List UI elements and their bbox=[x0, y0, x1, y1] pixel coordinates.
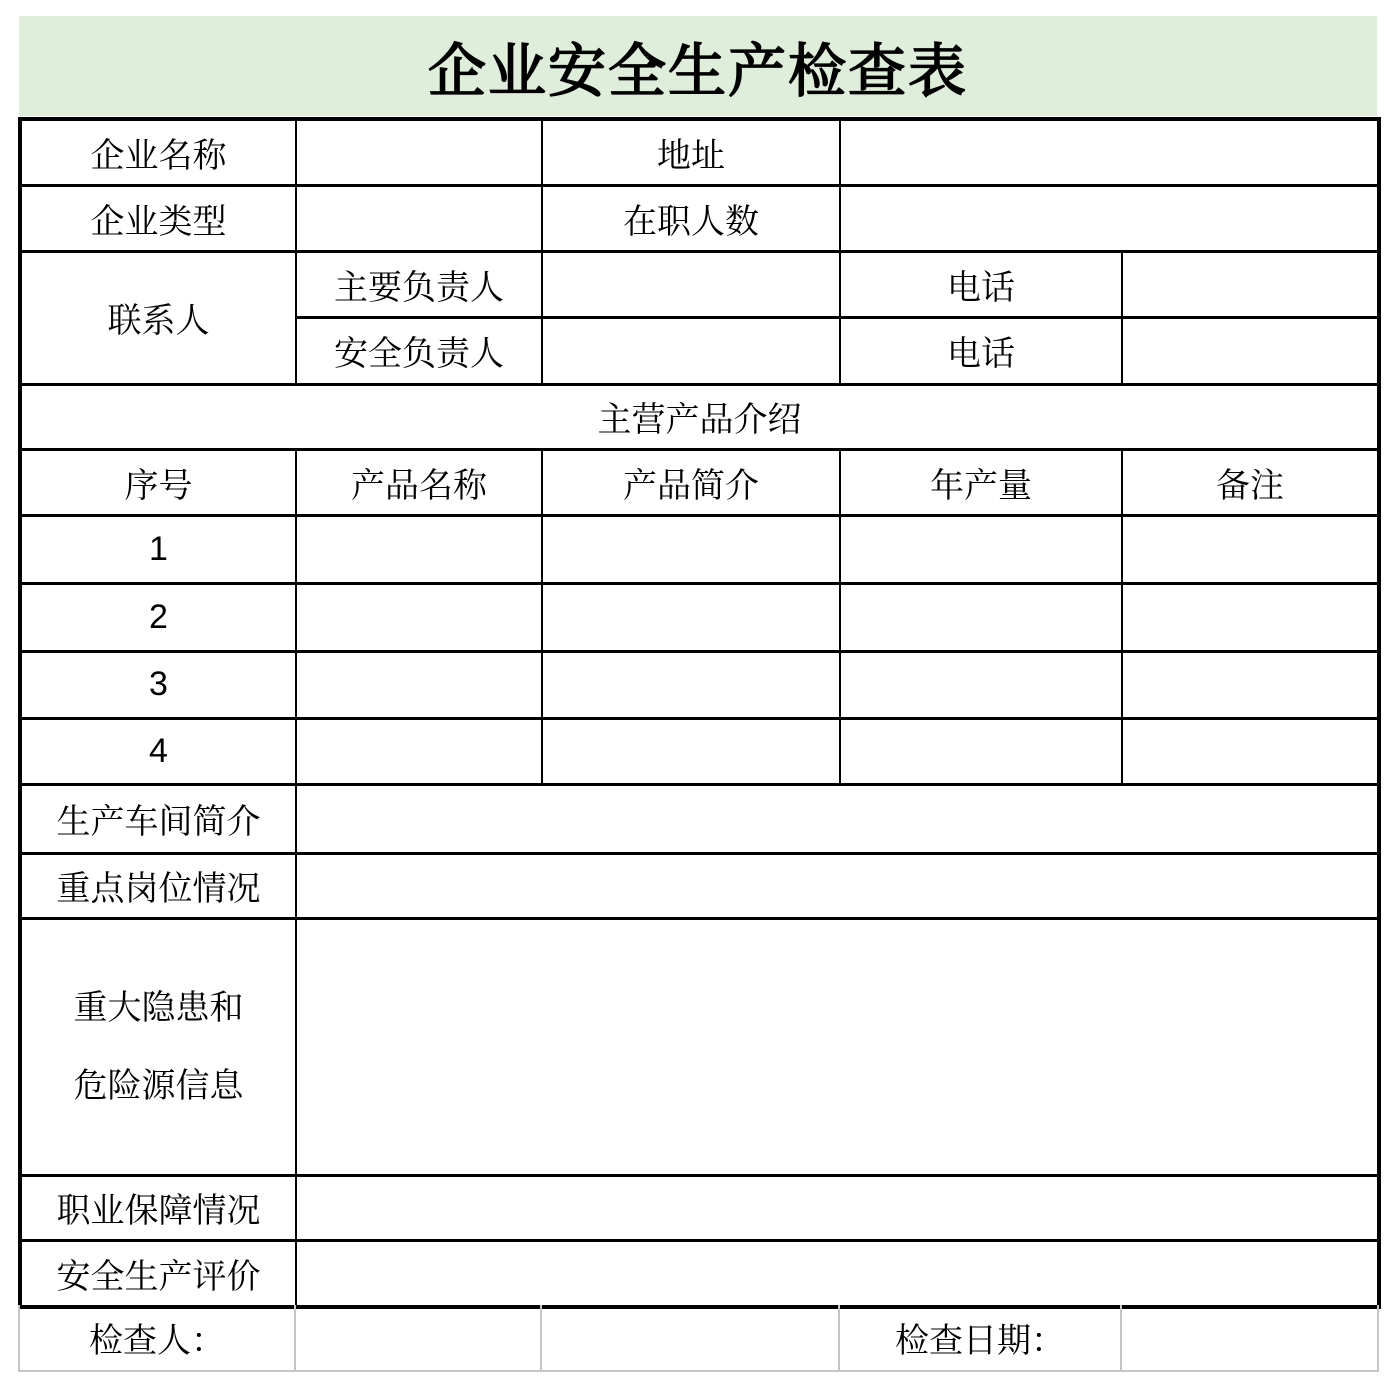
table-row bbox=[20, 853, 1379, 918]
col-header-product-intro: 产品简介 bbox=[542, 449, 840, 515]
col-header-no: 序号 bbox=[20, 449, 296, 515]
product-no: 1 bbox=[20, 515, 296, 583]
product-intro-cell[interactable] bbox=[542, 515, 840, 583]
table-row bbox=[20, 784, 1379, 853]
product-name-cell[interactable] bbox=[296, 718, 542, 784]
workshop-intro-label: 生产车间简介 bbox=[20, 784, 296, 853]
product-row bbox=[20, 515, 1379, 583]
form-title-banner bbox=[19, 16, 1377, 116]
safety-manager-name-cell[interactable] bbox=[542, 317, 840, 384]
inspector-name-cell[interactable] bbox=[295, 1305, 541, 1371]
key-posts-value-cell[interactable] bbox=[296, 853, 1379, 918]
inspection-date-value-cell[interactable] bbox=[1121, 1305, 1378, 1371]
product-intro-cell[interactable] bbox=[542, 583, 840, 651]
inspection-table bbox=[18, 117, 1381, 1309]
occupational-security-label: 职业保障情况 bbox=[20, 1175, 296, 1240]
contact-label: 联系人 bbox=[20, 251, 296, 384]
safety-evaluation-label: 安全生产评价 bbox=[20, 1240, 296, 1307]
company-type-value-cell[interactable] bbox=[296, 185, 542, 251]
product-note-cell[interactable] bbox=[1122, 583, 1379, 651]
table-row bbox=[20, 1240, 1379, 1307]
product-row bbox=[20, 583, 1379, 651]
primary-phone-value-cell[interactable] bbox=[1122, 251, 1379, 317]
table-row bbox=[20, 251, 1379, 317]
table-row bbox=[20, 918, 1379, 1175]
products-header-row bbox=[20, 449, 1379, 515]
primary-manager-label: 主要负责人 bbox=[296, 251, 542, 317]
product-name-cell[interactable] bbox=[296, 515, 542, 583]
major-hazards-label-line2: 危险源信息 bbox=[73, 1066, 244, 1105]
company-type-label: 企业类型 bbox=[20, 185, 296, 251]
footer-row bbox=[18, 1305, 1379, 1372]
product-note-cell[interactable] bbox=[1122, 651, 1379, 718]
workshop-intro-value-cell[interactable] bbox=[296, 784, 1379, 853]
product-intro-cell[interactable] bbox=[542, 718, 840, 784]
col-header-note: 备注 bbox=[1122, 449, 1379, 515]
product-output-cell[interactable] bbox=[840, 583, 1122, 651]
inspection-date-label: 检查日期： bbox=[839, 1305, 1121, 1371]
product-intro-cell[interactable] bbox=[542, 651, 840, 718]
primary-phone-label: 电话 bbox=[840, 251, 1122, 317]
inspector-row bbox=[19, 1305, 1378, 1371]
col-header-annual-output: 年产量 bbox=[840, 449, 1122, 515]
form-title: 企业安全生产检查表 bbox=[427, 39, 968, 104]
product-output-cell[interactable] bbox=[840, 515, 1122, 583]
table-row bbox=[20, 119, 1379, 185]
product-no: 2 bbox=[20, 583, 296, 651]
footer-empty-cell[interactable] bbox=[541, 1305, 839, 1371]
safety-phone-label: 电话 bbox=[840, 317, 1122, 384]
col-header-product-name: 产品名称 bbox=[296, 449, 542, 515]
address-label: 地址 bbox=[542, 119, 840, 185]
primary-manager-name-cell[interactable] bbox=[542, 251, 840, 317]
product-name-cell[interactable] bbox=[296, 651, 542, 718]
occupational-security-value-cell[interactable] bbox=[296, 1175, 1379, 1240]
product-row bbox=[20, 718, 1379, 784]
major-hazards-label-line1: 重大隐患和 bbox=[73, 988, 244, 1027]
major-hazards-label bbox=[20, 918, 296, 1175]
product-name-cell[interactable] bbox=[296, 583, 542, 651]
employee-count-label: 在职人数 bbox=[542, 185, 840, 251]
products-section-title: 主营产品介绍 bbox=[20, 384, 1379, 449]
safety-manager-label: 安全负责人 bbox=[296, 317, 542, 384]
inspector-label: 检查人： bbox=[19, 1305, 295, 1371]
address-value-cell[interactable] bbox=[840, 119, 1379, 185]
key-posts-label: 重点岗位情况 bbox=[20, 853, 296, 918]
product-no: 3 bbox=[20, 651, 296, 718]
table-row bbox=[20, 384, 1379, 449]
product-row bbox=[20, 651, 1379, 718]
table-row bbox=[20, 1175, 1379, 1240]
employee-count-value-cell[interactable] bbox=[840, 185, 1379, 251]
safety-evaluation-value-cell[interactable] bbox=[296, 1240, 1379, 1307]
safety-phone-value-cell[interactable] bbox=[1122, 317, 1379, 384]
company-name-value-cell[interactable] bbox=[296, 119, 542, 185]
product-note-cell[interactable] bbox=[1122, 718, 1379, 784]
product-no: 4 bbox=[20, 718, 296, 784]
product-note-cell[interactable] bbox=[1122, 515, 1379, 583]
major-hazards-value-cell[interactable] bbox=[296, 918, 1379, 1175]
product-output-cell[interactable] bbox=[840, 651, 1122, 718]
table-row bbox=[20, 185, 1379, 251]
company-name-label: 企业名称 bbox=[20, 119, 296, 185]
product-output-cell[interactable] bbox=[840, 718, 1122, 784]
